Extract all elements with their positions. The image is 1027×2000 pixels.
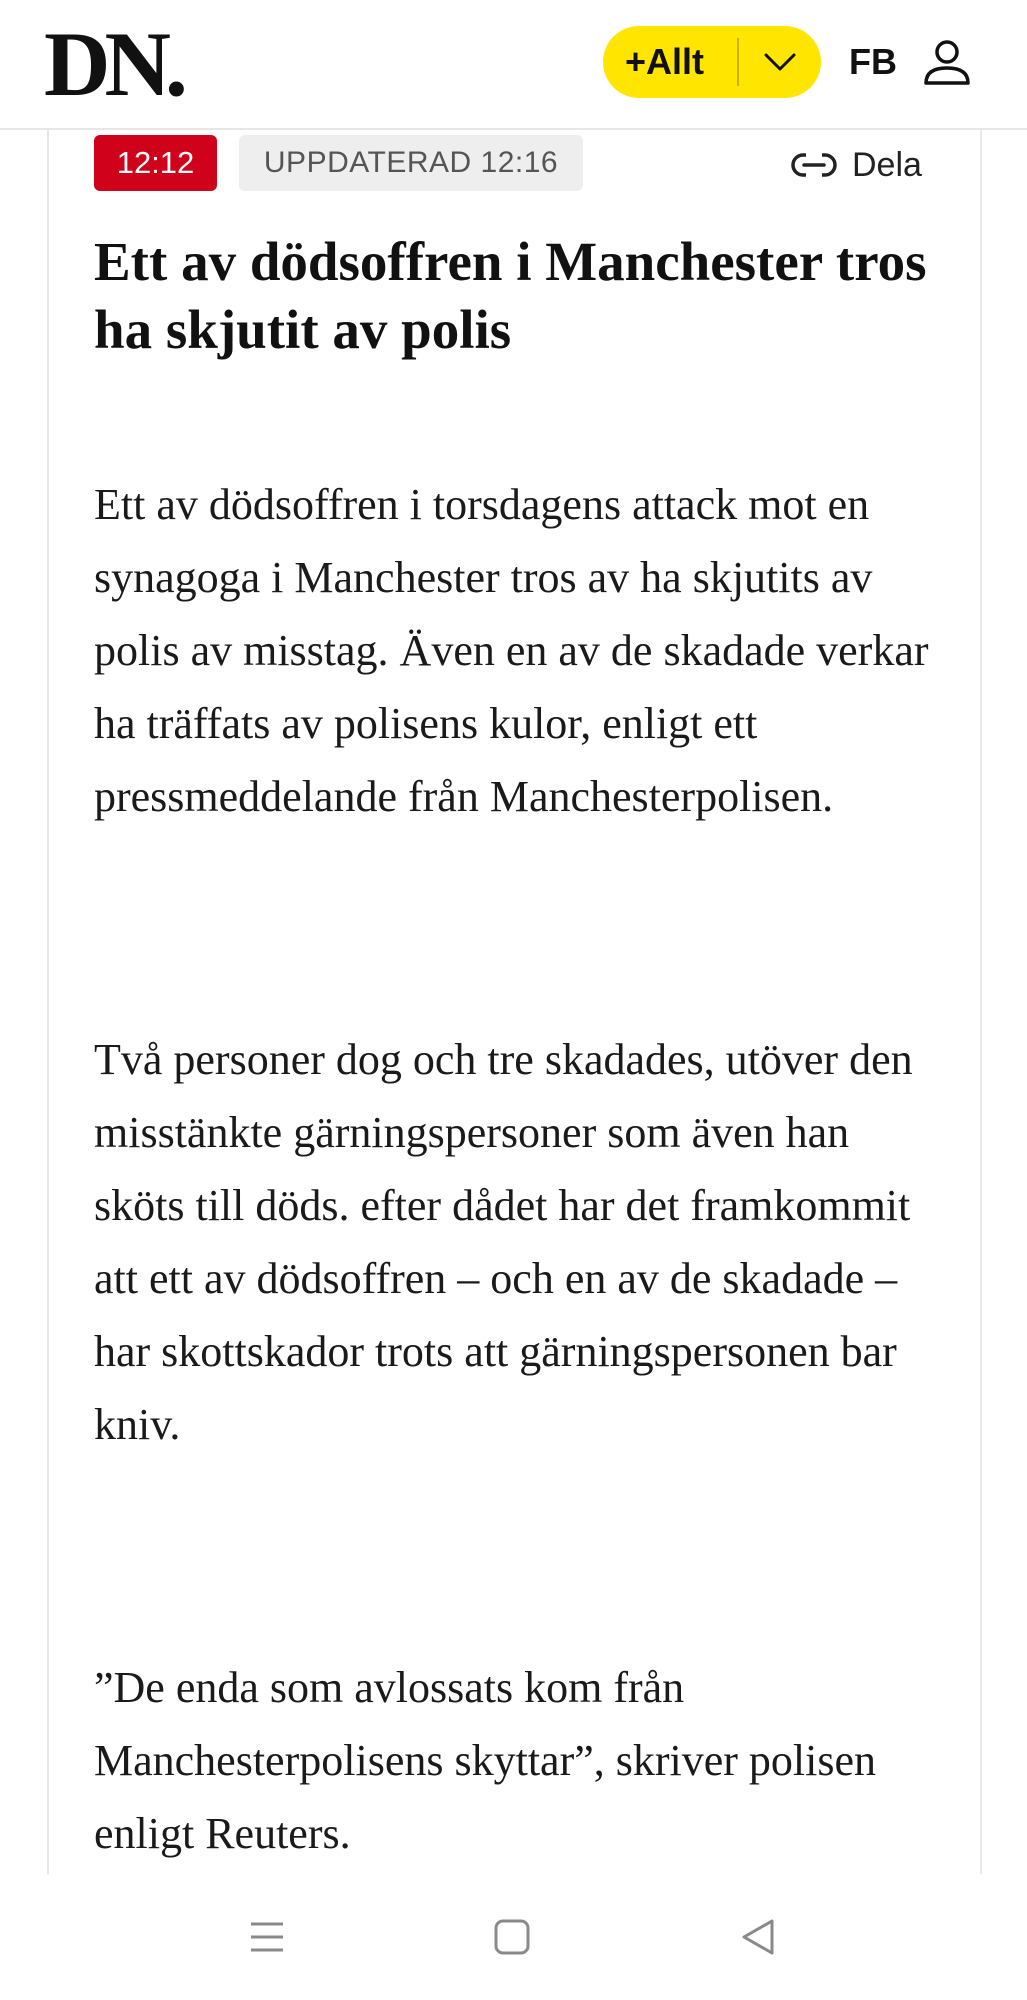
allt-label[interactable]: +Allt [625, 41, 705, 82]
article-paragraph: Två personer dog och tre skadades, utöver den misstänkte gärningspersoner som även han sköts till döds. efter dådet har det framkommit att ett av dödsoffren – och en av de skadade – har skottskador trots att gärningspersonen bar kniv. [94, 1035, 913, 1449]
menu-icon[interactable] [237, 1907, 297, 1967]
link-icon[interactable] [790, 149, 838, 181]
dn-logo[interactable]: DN. [44, 13, 182, 115]
article-paragraph: ”De enda som avlossats kom från Manchesterpolisens skyttar”, skriver polisen enligt Reuters. [94, 1663, 877, 1858]
allt-button[interactable] [603, 26, 821, 98]
article-headline: Ett av dödsoffren i Manchester tros ha skjutit av polis [94, 231, 927, 360]
home-icon[interactable] [482, 1907, 542, 1967]
article-card [47, 130, 982, 1874]
site-header [0, 0, 1027, 130]
system-nav-bar [0, 1874, 1027, 2000]
share-button[interactable] [790, 140, 922, 190]
user-icon[interactable] [922, 38, 972, 88]
fb-account-label[interactable]: FB [849, 41, 897, 82]
updated-badge: UPPDATERAD 12:16 [239, 135, 583, 191]
article-paragraph: Ett av dödsoffren i torsdagens attack mot en synagoga i Manchester tros av ha skjutits av polis av misstag. Även en av de skadade verkar ha träffats av polisens kulor, enligt ett pressmeddelande från Manchesterpolisen. [94, 480, 929, 821]
back-icon[interactable] [728, 1907, 788, 1967]
chevron-down-icon[interactable] [739, 26, 821, 98]
time-badge: 12:12 [94, 135, 217, 191]
share-label[interactable]: Dela [852, 145, 922, 184]
